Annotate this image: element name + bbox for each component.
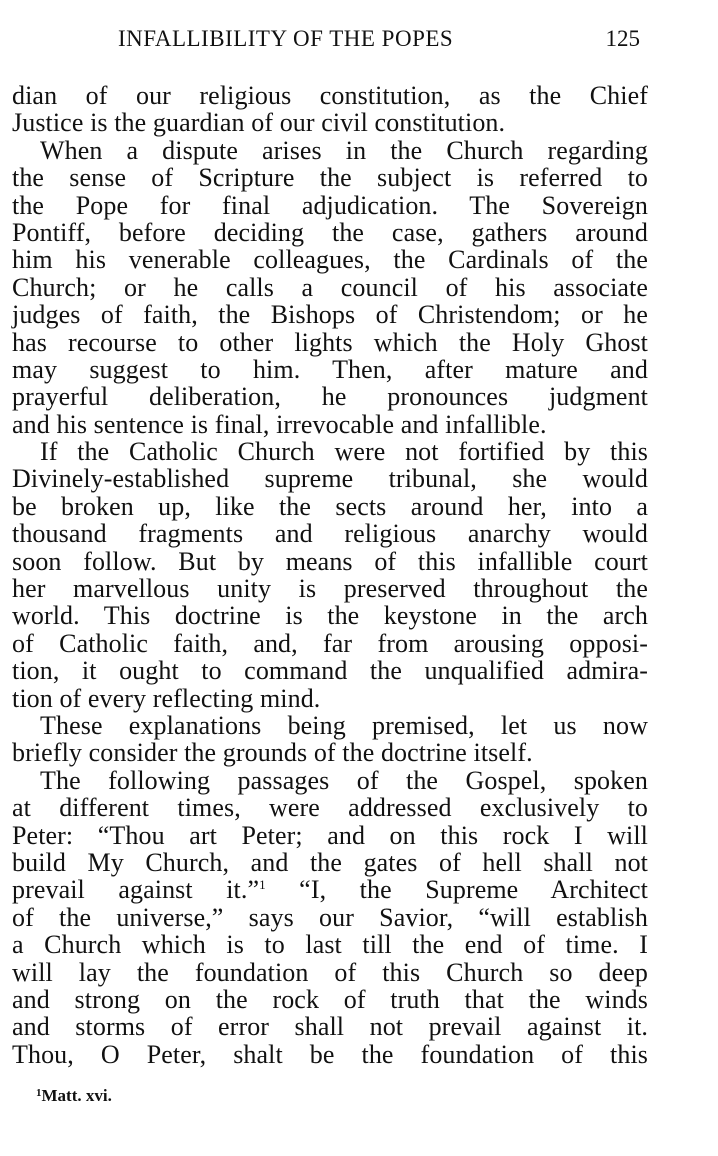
text-line-content: be broken up, like the sects around her, into a — [12, 491, 648, 521]
text-line — [12, 849, 648, 876]
text-line — [12, 931, 648, 958]
text-line — [12, 219, 648, 246]
text-line-content: Church; or he calls a council of his associate — [12, 272, 648, 302]
text-line-content: build My Church, and the gates of hell shall not — [12, 847, 648, 877]
text-line-content: her marvellous unity is preserved throughout the — [12, 574, 648, 604]
text-line-content: the sense of Scripture the subject is referred to — [12, 163, 648, 193]
text-line — [12, 192, 648, 219]
text-line — [12, 767, 648, 794]
text-line-content: When a dispute arises in the Church regarding — [40, 135, 648, 165]
text-line-content: Pontiff, before deciding the case, gathers around — [12, 217, 648, 247]
text-line — [12, 109, 648, 136]
text-line-content: the Pope for final adjudication. The Sovereign — [12, 190, 648, 220]
text-line-content: judges of faith, the Bishops of Christendom; or he — [12, 300, 648, 330]
text-line-content: and his sentence is final, irrevocable and infallible. — [12, 409, 547, 439]
text-line — [12, 685, 648, 712]
body-text — [12, 82, 648, 1068]
text-line-content: The following passages of the Gospel, spoken — [40, 765, 648, 795]
text-line — [12, 657, 648, 684]
text-line-content: briefly consider the grounds of the doctrine itself. — [12, 738, 533, 768]
text-line-content: Divinely-established supreme tribunal, she would — [12, 464, 648, 494]
text-line — [12, 438, 648, 465]
text-line-continuation: “I, the Supreme Architect — [265, 875, 648, 905]
text-line-content: Justice is the guardian of our civil constitution. — [12, 108, 506, 138]
text-line-content: prayerful deliberation, he pronounces judgment — [12, 382, 648, 412]
footnote-reference: 1 — [259, 877, 266, 893]
text-line — [12, 739, 648, 766]
text-line-content: will lay the foundation of this Church so deep — [12, 957, 648, 987]
text-line-content: of the universe,” says our Savior, “will establish — [12, 902, 648, 932]
footnote-marker: 1 — [36, 1087, 42, 1099]
text-line — [12, 301, 648, 328]
running-title: INFALLIBILITY OF THE POPES — [118, 26, 454, 51]
text-line — [12, 575, 648, 602]
footnote-text: Matt. xvi. — [41, 1086, 112, 1105]
text-line-content: and storms of error shall not prevail against it. — [12, 1012, 648, 1042]
text-line — [12, 548, 648, 575]
text-line-content: If the Catholic Church were not fortified by this — [40, 437, 648, 467]
text-line — [12, 356, 648, 383]
text-line — [12, 1013, 648, 1040]
text-line-content: prevail against it.” — [12, 875, 260, 905]
text-line-content: thousand fragments and religious anarchy would — [12, 519, 648, 549]
page-number: 125 — [605, 26, 640, 51]
text-line-content: of Catholic faith, and, far from arousing opposi- — [12, 628, 648, 658]
text-line — [12, 329, 648, 356]
running-head — [14, 26, 648, 56]
text-line-content: may suggest to him. Then, after mature and — [12, 354, 648, 384]
text-line — [12, 630, 648, 657]
text-line — [12, 493, 648, 520]
text-line-content: has recourse to other lights which the Holy Ghost — [12, 327, 648, 357]
text-line-content: dian of our religious constitution, as the Chief — [12, 81, 648, 110]
text-line-content: tion, it ought to command the unqualified admira- — [12, 656, 648, 686]
text-line-content: Thou, O Peter, shalt be the foundation of this — [12, 1039, 648, 1069]
text-line — [12, 904, 648, 931]
text-line — [12, 383, 648, 410]
text-line — [12, 137, 648, 164]
text-line — [12, 1041, 648, 1068]
text-line — [12, 602, 648, 629]
text-line-content: world. This doctrine is the keystone in the arch — [12, 601, 648, 631]
text-line — [12, 712, 648, 739]
text-line — [12, 794, 648, 821]
text-line-content: at different times, were addressed exclusively to — [12, 793, 648, 823]
text-line-content: tion of every reflecting mind. — [12, 683, 321, 713]
text-line — [12, 986, 648, 1013]
text-line-content: soon follow. But by means of this infallible court — [12, 546, 648, 576]
text-line-content: These explanations being premised, let us now — [40, 710, 648, 740]
text-line — [12, 876, 648, 903]
text-line-content: and strong on the rock of truth that the winds — [12, 984, 648, 1014]
text-line — [12, 82, 648, 109]
text-line — [12, 465, 648, 492]
text-line — [12, 246, 648, 273]
text-line — [12, 520, 648, 547]
text-line — [12, 959, 648, 986]
text-line — [12, 411, 648, 438]
text-line — [12, 822, 648, 849]
text-line-content: him his venerable colleagues, the Cardinals of the — [12, 245, 648, 275]
text-line — [12, 164, 648, 191]
footnote — [36, 1086, 112, 1106]
text-line-content: Peter: “Thou art Peter; and on this rock I will — [12, 820, 648, 850]
text-line-content: a Church which is to last till the end of time. I — [12, 930, 648, 960]
text-line — [12, 274, 648, 301]
